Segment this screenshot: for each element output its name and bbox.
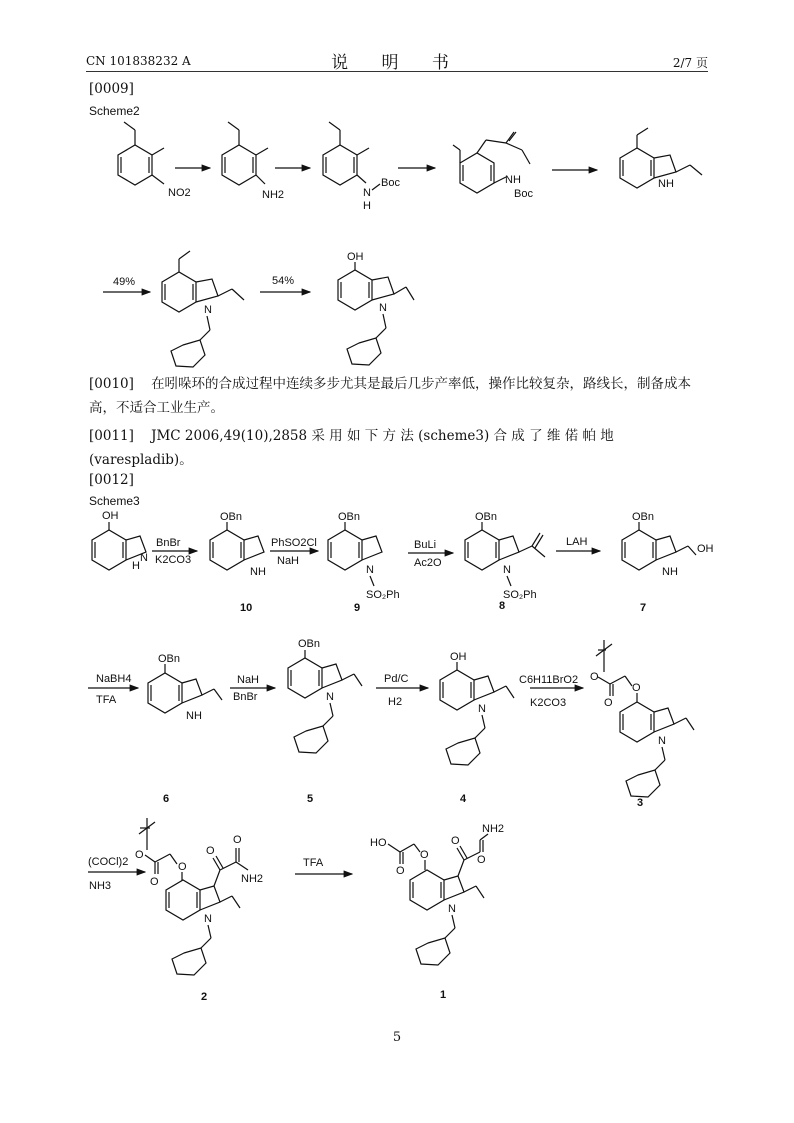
compound-number: 8 xyxy=(499,600,506,612)
compound-number: 1 xyxy=(440,989,447,1001)
svg-text:NH: NH xyxy=(662,566,678,578)
nitro-label: NO2 xyxy=(168,187,191,199)
reagent: TFA xyxy=(303,857,324,869)
para-label-0011: [0011] xyxy=(89,428,134,444)
yield-49: 49% xyxy=(113,276,136,288)
yield-54: 54% xyxy=(272,275,295,287)
svg-text:O: O xyxy=(604,697,613,709)
scheme3-compound-10 xyxy=(210,511,266,578)
svg-text:O: O xyxy=(477,854,486,866)
reagent: BuLi xyxy=(414,539,437,551)
compound-number: 7 xyxy=(640,602,647,614)
scheme3-compound-3 xyxy=(590,640,694,797)
scheme2-compound-ketone xyxy=(453,132,533,200)
reagent: PhSO2Cl xyxy=(271,537,317,549)
svg-text:O: O xyxy=(420,849,429,861)
reagent: K2CO3 xyxy=(530,697,567,709)
svg-text:O: O xyxy=(632,682,641,694)
scheme2-compound-amine xyxy=(222,122,284,201)
boc-n: N xyxy=(363,187,371,199)
svg-text:O: O xyxy=(135,849,144,861)
svg-text:OBn: OBn xyxy=(632,511,655,523)
reagent: BnBr xyxy=(156,537,181,549)
svg-text:N: N xyxy=(140,552,148,564)
oh-label: OH xyxy=(347,251,364,263)
boc2-label: Boc xyxy=(514,188,533,200)
reagent: LAH xyxy=(566,536,588,548)
reagent: NaH xyxy=(277,555,300,567)
boc-label: Boc xyxy=(381,177,400,189)
reagent: Ac2O xyxy=(414,557,442,569)
svg-text:N: N xyxy=(204,913,212,925)
svg-text:OBn: OBn xyxy=(298,638,321,650)
svg-text:OH: OH xyxy=(102,510,119,522)
indole-nh: NH xyxy=(658,178,674,190)
svg-text:O: O xyxy=(233,834,242,846)
reagent: NaH xyxy=(237,674,260,686)
svg-text:N: N xyxy=(503,564,511,576)
svg-text:O: O xyxy=(178,861,187,873)
reagent: TFA xyxy=(96,694,117,706)
svg-text:OBn: OBn xyxy=(338,511,361,523)
scheme3-compound-2 xyxy=(135,818,263,975)
reagent: BnBr xyxy=(233,691,258,703)
svg-text:NH: NH xyxy=(186,710,202,722)
svg-text:N: N xyxy=(366,564,374,576)
compound-number: 5 xyxy=(307,793,314,805)
para-label-0010: [0010] xyxy=(89,376,134,392)
para-label-0009: [0009] xyxy=(89,81,134,97)
svg-text:O: O xyxy=(206,845,215,857)
amide-nh2: NH2 xyxy=(241,873,264,885)
reagent: C6H11BrO2 xyxy=(519,674,579,686)
svg-text:NH: NH xyxy=(250,566,266,578)
svg-text:N: N xyxy=(658,735,666,747)
scheme3-compound-5 xyxy=(288,638,362,753)
para-text-0010: 在吲哚环的合成过程中连续多步尤其是最后几步产率低，操作比较复杂，路线长，制备成本高，不适合工业生产。 xyxy=(89,376,692,416)
scheme3-compound-7 xyxy=(622,511,714,578)
para-label-0012: [0012] xyxy=(89,472,134,488)
svg-text:N: N xyxy=(478,703,486,715)
scheme3-compound-9 xyxy=(328,511,400,601)
reagent: Pd/C xyxy=(384,673,409,685)
compound-number: 3 xyxy=(637,797,644,809)
svg-text:N: N xyxy=(326,691,334,703)
scheme2-label: Scheme2 xyxy=(89,104,140,118)
svg-text:OBn: OBn xyxy=(220,511,243,523)
reagent: K2CO3 xyxy=(155,554,192,566)
svg-text:OH: OH xyxy=(450,651,467,663)
svg-text:N: N xyxy=(448,903,456,915)
compound-number: 10 xyxy=(240,602,253,614)
scheme3-label: Scheme3 xyxy=(89,494,140,508)
scheme2-compound-nitro xyxy=(118,122,191,199)
svg-text:SO₂Ph: SO₂Ph xyxy=(366,589,400,601)
svg-text:O: O xyxy=(451,835,460,847)
svg-text:SO₂Ph: SO₂Ph xyxy=(503,589,537,601)
svg-text:OBn: OBn xyxy=(475,511,498,523)
n-atom: N xyxy=(204,304,212,316)
compound-number: 2 xyxy=(201,991,208,1003)
svg-text:O: O xyxy=(590,671,599,683)
scheme3-compound-6 xyxy=(148,653,222,722)
reagent: H2 xyxy=(388,696,403,708)
compound-number: 9 xyxy=(354,602,361,614)
scheme3-4-hydroxyindole xyxy=(92,510,148,572)
page-number: 5 xyxy=(392,1030,402,1045)
svg-text:O: O xyxy=(150,876,159,888)
svg-text:OH: OH xyxy=(697,543,714,555)
svg-text:H: H xyxy=(132,560,140,572)
n-atom: N xyxy=(379,302,387,314)
scheme3-compound-1-varespladib xyxy=(370,823,504,965)
scheme2-compound-boc-amine xyxy=(323,122,400,212)
scheme2-n-benzyl-hydroxy-indole xyxy=(338,251,414,365)
scheme2-indole xyxy=(620,128,702,190)
page-count: 2/7 页 xyxy=(672,56,708,70)
amine-label: NH2 xyxy=(262,189,285,201)
acid-ho: HO xyxy=(370,837,387,849)
reagent: NH3 xyxy=(89,880,112,892)
amide-nh2: NH2 xyxy=(482,823,505,835)
patent-number: CN 101838232 A xyxy=(86,54,191,68)
boc-h: H xyxy=(363,200,371,212)
svg-text:OBn: OBn xyxy=(158,653,181,665)
compound-number: 6 xyxy=(163,793,170,805)
scheme2-n-benzyl-methoxy-indole xyxy=(162,251,244,367)
svg-text:O: O xyxy=(396,865,405,877)
reagent: (COCl)2 xyxy=(88,856,129,868)
header-title: 说 明 书 xyxy=(331,53,463,73)
para-text-0011: JMC 2006,49(10),2858 采 用 如 下 方 法 (scheme3) 合 成 了 维 偌 帕 地 (varespladib)。 xyxy=(89,428,614,468)
nh-label: NH xyxy=(505,174,521,186)
reagent: NaBH4 xyxy=(96,673,132,685)
scheme3-compound-8 xyxy=(465,511,545,601)
compound-number: 4 xyxy=(460,793,467,805)
scheme3-compound-4 xyxy=(440,651,514,765)
